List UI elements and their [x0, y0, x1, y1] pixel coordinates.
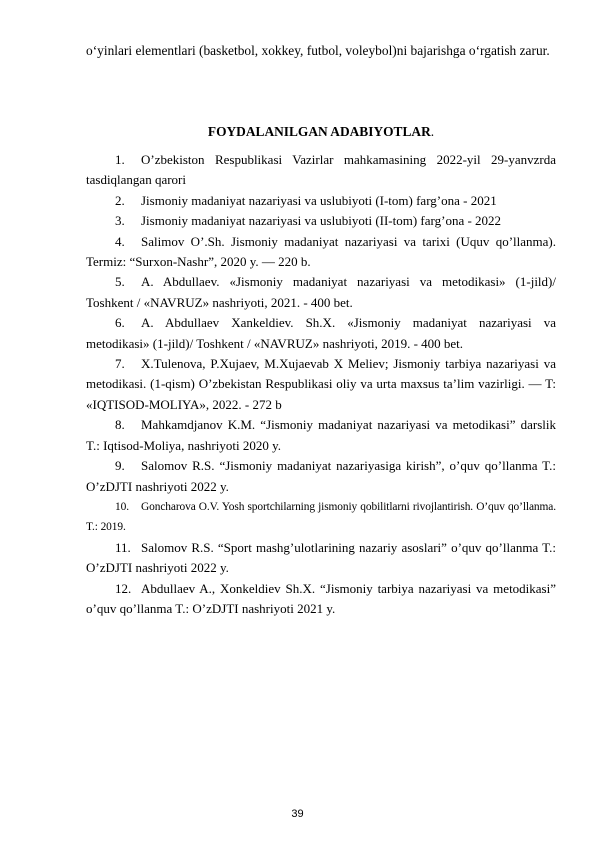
- heading-text: FOYDALANILGAN ADABIYOTLAR: [207, 124, 431, 139]
- reference-item: [86, 272, 556, 313]
- reference-item: [86, 191, 556, 211]
- reference-text: Goncharova O.V. Yosh sportchilarning jismoniy qobilitlarni rivojlantirish. O’quv qo’llanma. T.: 2019.: [86, 500, 556, 534]
- reference-text: Salimov O’.Sh. Jismoniy madaniyat nazariyasi va tarixi (Uquv qo’llanma). Termiz: “Surxon-Nashr”, 2020 y. — 220 b.: [86, 233, 556, 270]
- page-number: 39: [291, 808, 304, 820]
- reference-number: 12.: [115, 580, 132, 596]
- reference-item: [86, 150, 556, 191]
- reference-item: [86, 579, 556, 620]
- reference-number: 1.: [115, 152, 125, 167]
- reference-number: 8.: [115, 417, 125, 433]
- reference-text: Abdullaev A., Xonkeldiev Sh.X. “Jismoniy tarbiya nazariyasi va metodikasi” o’quv qo’llanma T.: O’zDJTI nashriyoti 2021 y.: [86, 580, 556, 616]
- reference-item: [86, 313, 556, 354]
- reference-text: Salomov R.S. “Sport mashg’ulotlarining nazariy asoslari” o’quv qo’llanma T.: O’zDJTI nashriyoti 2022 y.: [86, 539, 556, 576]
- reference-item: [86, 497, 556, 538]
- reference-number: 11.: [115, 539, 131, 555]
- reference-item: [86, 211, 556, 231]
- reference-number: 10.: [115, 500, 129, 513]
- reference-text: X.Tulenova, P.Xujaev, M.Xujaevab X Meliev; Jismoniy tarbiya nazariyasi va metodikasi. (1-qism) O’zbekistan Respublikasi oliy va urta maxsus ta’lim vazirligi. — T: «IQTISOD-MOLIYA», 2022. - 272 b: [86, 356, 556, 412]
- reference-item: [86, 415, 556, 456]
- references-list: [86, 150, 556, 619]
- reference-item: [86, 456, 556, 497]
- reference-number: 3.: [115, 213, 125, 229]
- reference-text: O’zbekiston Respublikasi Vazirlar mahkamasining 2022-yil 29-yanvzrda tasdiqlangan qarori: [86, 152, 556, 188]
- intro-paragraph: o‘yinlari elementlari (basketbol, xokkey, futbol, voleybol)ni bajarishga o‘rgatish zarur.: [86, 43, 550, 58]
- reference-text: A. Abdullaev. «Jismoniy madaniyat nazariyasi va metodikasi» (1-jild)/ Toshkent / «NAVRUZ» nashriyoti, 2021. - 400 bet.: [86, 274, 556, 310]
- reference-text: Mahkamdjanov K.M. “Jismoniy madaniyat nazariyasi va metodikasi” darslik T.: Iqtisod-Moliya, nashriyoti 2020 y.: [86, 417, 556, 453]
- reference-text: Jismoniy madaniyat nazariyasi va uslubiyoti (II-tom) farg’ona - 2022: [141, 213, 502, 229]
- reference-number: 2.: [115, 192, 125, 208]
- reference-number: 9.: [115, 458, 125, 474]
- reference-number: 5.: [115, 274, 125, 290]
- reference-number: 7.: [115, 356, 125, 372]
- heading-suffix: .: [430, 124, 435, 139]
- reference-item: [86, 538, 556, 579]
- reference-number: 6.: [115, 315, 125, 331]
- reference-item: [86, 232, 556, 273]
- references-heading: [86, 123, 556, 141]
- reference-text: Jismoniy madaniyat nazariyasi va uslubiyoti (I-tom) farg’ona - 2021: [141, 192, 497, 208]
- reference-text: A. Abdullaev Xankeldiev. Sh.X. «Jismoniy madaniyat nazariyasi va metodikasi» (1-jild)/ Toshkent / «NAVRUZ» nashriyoti, 2019. - 400 bet.: [86, 315, 556, 351]
- reference-text: Salomov R.S. “Jismoniy madaniyat nazariyasiga kirish”, o’quv qo’llanma T.: O’zDJTI nashriyoti 2022 y.: [86, 458, 556, 494]
- reference-number: 4.: [115, 233, 125, 249]
- reference-item: [86, 354, 556, 415]
